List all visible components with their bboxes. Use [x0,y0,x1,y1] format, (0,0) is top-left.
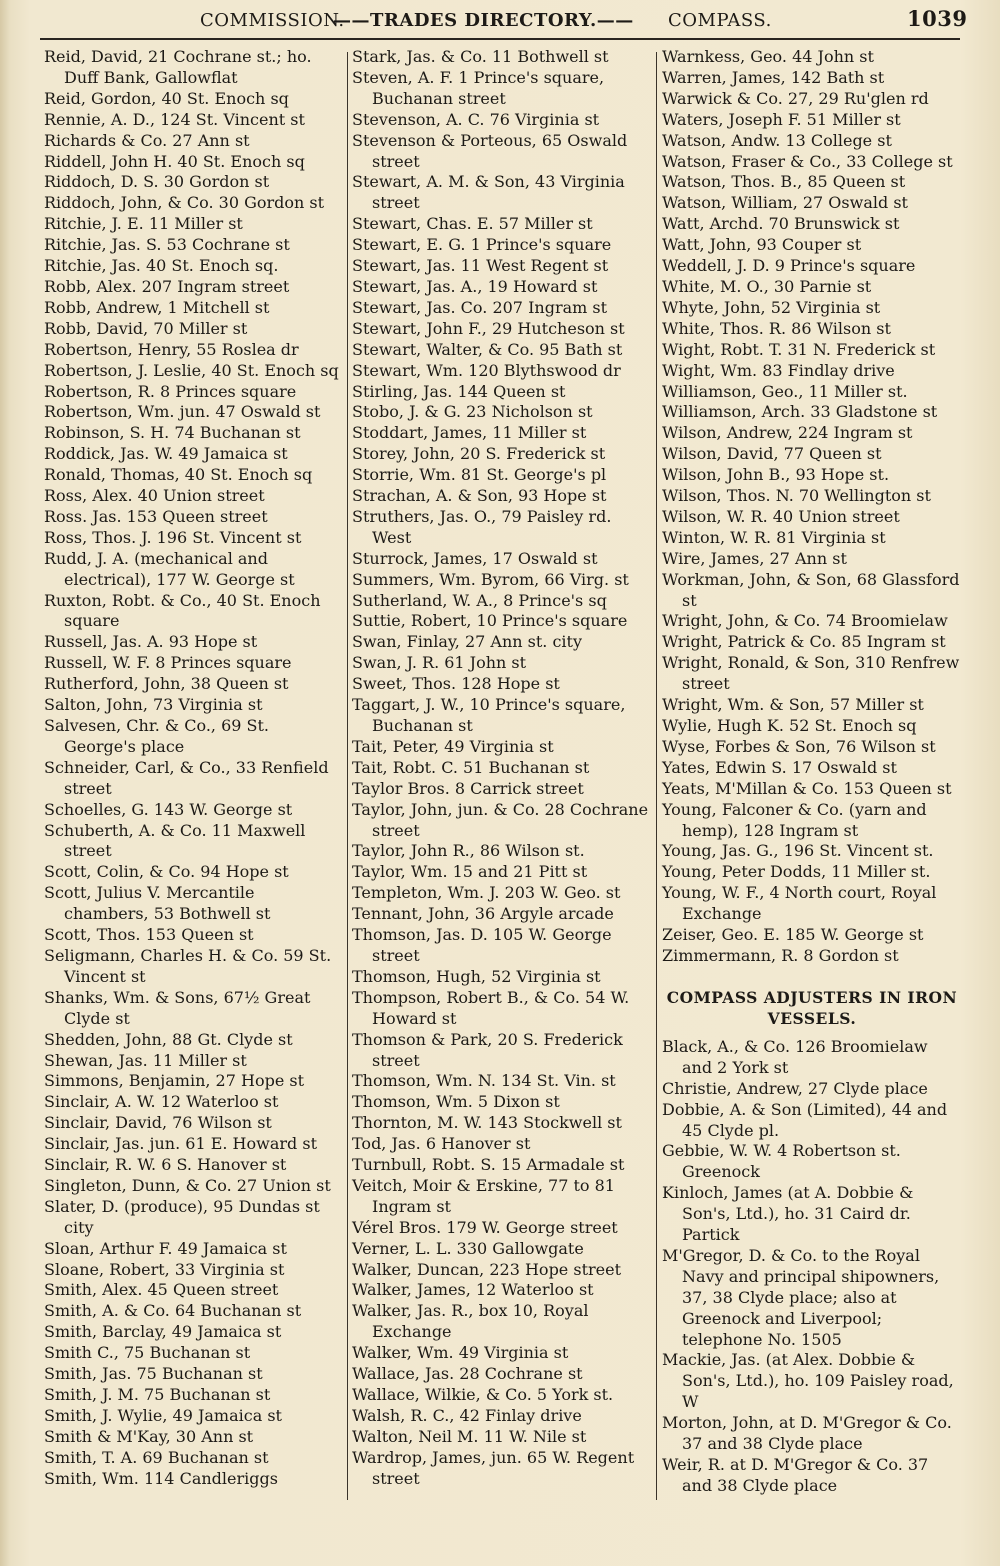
directory-entry: Wight, Robt. T. 31 N. Frederick st [662,339,936,359]
directory-entry: Tennant, John, 36 Argyle arcade [352,904,614,924]
directory-entry: White, M. O., 30 Parnie st [662,276,872,296]
directory-entry: Sutherland, W. A., 8 Prince's sq [352,590,607,610]
directory-entry: Suttie, Robert, 10 Prince's square [352,611,628,631]
directory-entry: Scott, Colin, & Co. 94 Hope st [44,862,289,882]
directory-entry: Russell, W. F. 8 Princes square [44,653,292,673]
directory-entry: Young, Jas. G., 196 St. Vincent st. [662,841,934,861]
directory-entry: Dobbie, A. & Son (Limited), 44 and 45 Clyde pl. [662,1099,948,1140]
directory-entry: Templeton, Wm. J. 203 W. Geo. st [352,883,621,903]
directory-entry: Taggart, J. W., 10 Prince's square, Buchanan st [352,695,626,735]
directory-entry: M'Gregor, D. & Co. to the Royal Navy and principal shipowners, 37, 38 Clyde place; also at Greenock and Liverpool; telephone No. 1505 [662,1245,940,1349]
directory-entry: Scott, Thos. 153 Queen st [44,925,254,945]
directory-entry: Gebbie, W. W. 4 Robertson st. Greenock [662,1141,901,1182]
directory-entry: Riddoch, John, & Co. 30 Gordon st [44,193,325,213]
directory-entry: Robertson, Wm. jun. 47 Oswald st [44,402,321,422]
directory-entry: Williamson, Arch. 33 Gladstone st [662,402,938,422]
directory-entry: Smith, Jas. 75 Buchanan st [44,1364,263,1384]
directory-entry: Shedden, John, 88 Gt. Clyde st [44,1029,293,1049]
directory-entry: Watson, William, 27 Oswald st [662,193,908,213]
directory-entry: Stewart, Chas. E. 57 Miller st [352,214,593,234]
directory-entry: Stirling, Jas. 144 Queen st [352,381,566,401]
directory-entry: Seligmann, Charles H. & Co. 59 St. Vincent st [44,945,332,986]
directory-entry: Storrie, Wm. 81 St. George's pl [352,465,607,485]
directory-entry: Shewan, Jas. 11 Miller st [44,1050,247,1070]
directory-entry: Scott, Julius V. Mercantile chambers, 53 Bothwell st [44,883,271,924]
directory-entry: Shanks, Wm. & Sons, 67½ Great Clyde st [44,987,311,1028]
directory-entry: Stewart, A. M. & Son, 43 Virginia street [352,172,625,213]
directory-entry: Ross, Thos. J. 196 St. Vincent st [44,527,302,547]
directory-entry: Stewart, Jas. Co. 207 Ingram st [352,297,608,317]
directory-entry: Warwick & Co. 27, 29 Ru'glen rd [662,88,929,108]
directory-entry: Riddoch, D. S. 30 Gordon st [44,172,270,192]
column-divider [656,52,657,1500]
directory-entry: Winton, W. R. 81 Virginia st [662,527,886,547]
directory-entry: Struthers, Jas. O., 79 Paisley rd. West [352,506,612,547]
directory-entry: Stoddart, James, 11 Miller st [352,423,587,443]
directory-entry: Walton, Neil M. 11 W. Nile st [352,1426,587,1446]
directory-entry: Waters, Joseph F. 51 Miller st [662,109,901,129]
directory-entry: Thomson, Hugh, 52 Virginia st [352,966,601,986]
directory-entry: Wilson, David, 77 Queen st [662,444,882,464]
header-rule [40,38,960,40]
directory-entry: Rutherford, John, 38 Queen st [44,674,289,694]
directory-entry: Young, W. F., 4 North court, Royal Exchange [662,883,937,924]
directory-entry: Richards & Co. 27 Ann st [44,130,250,150]
column-divider [347,52,348,1500]
directory-entry: Yeats, M'Millan & Co. 153 Queen st [662,778,952,798]
directory-entry: Tait, Peter, 49 Virginia st [352,736,554,756]
directory-entry: Verner, L. L. 330 Gallowgate [352,1238,584,1258]
directory-entry: Smith, Barclay, 49 Jamaica st [44,1322,282,1342]
directory-entry: Smith, J. M. 75 Buchanan st [44,1385,271,1404]
directory-entry: Zimmermann, R. 8 Gordon st [662,945,899,965]
directory-entry: Weddell, J. D. 9 Prince's square [662,256,916,276]
directory-entry: White, Thos. R. 86 Wilson st [662,318,891,338]
directory-entry: Wyse, Forbes & Son, 76 Wilson st [662,736,936,756]
directory-entry: Robinson, S. H. 74 Buchanan st [44,423,301,443]
directory-entry: Salton, John, 73 Virginia st [44,695,263,715]
directory-entry: Thomson & Park, 20 S. Frederick street [352,1029,623,1070]
directory-entry: Vérel Bros. 179 W. George street [352,1217,618,1237]
directory-entry: Christie, Andrew, 27 Clyde place [662,1078,928,1098]
directory-entry: Ross. Jas. 153 Queen street [44,506,268,526]
directory-entry: Wright, Ronald, & Son, 310 Renfrew street [662,653,960,694]
directory-entry: Smith, J. Wylie, 49 Jamaica st [44,1405,282,1425]
directory-entry: Stewart, E. G. 1 Prince's square [352,235,612,255]
directory-entry: Slater, D. (produce), 95 Dundas st city [44,1196,320,1237]
directory-column-1 [44,47,344,1490]
page-number: 1039 [907,6,968,31]
directory-entry: Singleton, Dunn, & Co. 27 Union st [44,1175,331,1195]
directory-entry: Smith & M'Kay, 30 Ann st [44,1426,254,1446]
directory-entry: Workman, John, & Son, 68 Glassford st [662,569,960,610]
directory-entry: Stevenson, A. C. 76 Virginia st [352,109,600,129]
directory-entry: Stewart, John F., 29 Hutcheson st [352,318,625,338]
directory-entry: Stevenson & Porteous, 65 Oswald street [352,130,628,171]
directory-entry: Smith, A. & Co. 64 Buchanan st [44,1301,302,1321]
directory-entry: Taylor, Wm. 15 and 21 Pitt st [352,862,588,882]
directory-entry: Sinclair, David, 76 Wilson st [44,1113,272,1133]
directory-entry: Swan, J. R. 61 John st [352,653,527,673]
directory-entry: Wallace, Wilkie, & Co. 5 York st. [352,1385,614,1404]
directory-entry: Thomson, Jas. D. 105 W. George street [352,925,612,965]
directory-entry: Reid, Gordon, 40 St. Enoch sq [44,88,289,108]
directory-entry: Taylor Bros. 8 Carrick street [352,778,584,798]
directory-entry: Veitch, Moir & Erskine, 77 to 81 Ingram st [352,1175,615,1216]
directory-entry: Smith, Wm. 114 Candleriggs [44,1468,278,1488]
directory-entry: Russell, Jas. A. 93 Hope st [44,632,258,652]
directory-entry: Watson, Andw. 13 College st [662,130,892,150]
directory-column-3 [662,47,962,1497]
directory-entry: Ruxton, Robt. & Co., 40 St. Enoch square [44,590,321,631]
directory-entry: Sinclair, A. W. 12 Waterloo st [44,1092,279,1112]
directory-entry: Williamson, Geo., 11 Miller st. [662,381,908,401]
directory-entry: Wylie, Hugh K. 52 St. Enoch sq [662,716,917,735]
directory-entry: Walsh, R. C., 42 Finlay drive [352,1405,582,1425]
directory-entry: Black, A., & Co. 126 Broomielaw and 2 York st [662,1036,928,1077]
directory-entry: Wright, John, & Co. 74 Broomielaw [662,611,948,631]
directory-entry: Ritchie, Jas. 40 St. Enoch sq. [44,256,279,276]
directory-entry: Wilson, W. R. 40 Union street [662,506,900,526]
directory-entry: Strachan, A. & Son, 93 Hope st [352,486,607,506]
directory-entry: Stewart, Walter, & Co. 95 Bath st [352,339,623,359]
directory-entry: Schuberth, A. & Co. 11 Maxwell street [44,820,306,861]
directory-entry: Mackie, Jas. (at Alex. Dobbie & Son's, Ltd.), ho. 109 Paisley road, W [662,1350,954,1412]
directory-column-2 [352,47,652,1490]
directory-entry: Schneider, Carl, & Co., 33 Renfield street [44,757,329,798]
directory-entry: Sweet, Thos. 128 Hope st [352,674,560,694]
directory-entry: Wallace, Jas. 28 Cochrane st [352,1364,583,1384]
directory-entry: Stewart, Wm. 120 Blythswood dr [352,360,621,380]
directory-entry: Wilson, Thos. N. 70 Wellington st [662,486,931,506]
directory-entry: Young, Falconer & Co. (yarn and hemp), 128 Ingram st [662,799,927,840]
directory-entry: Roddick, Jas. W. 49 Jamaica st [44,444,288,464]
header-title: ——TRADES DIRECTORY.—— [333,10,634,31]
directory-entry: Warren, James, 142 Bath st [662,67,885,87]
directory-entry: Watson, Fraser & Co., 33 College st [662,151,953,171]
directory-entry: Robb, David, 70 Miller st [44,318,248,338]
directory-entry: Swan, Finlay, 27 Ann st. city [352,632,582,652]
directory-entry: Summers, Wm. Byrom, 66 Virg. st [352,569,629,589]
directory-entry: Stewart, Jas. A., 19 Howard st [352,276,598,296]
directory-entry: Smith, Alex. 45 Queen street [44,1280,279,1300]
directory-entry: Watt, Archd. 70 Brunswick st [662,214,900,234]
directory-entry: Sinclair, Jas. jun. 61 E. Howard st [44,1134,317,1154]
directory-entry: Whyte, John, 52 Virginia st [662,297,881,317]
directory-entry: Robertson, Henry, 55 Roslea dr [44,339,299,359]
directory-entry: Tod, Jas. 6 Hanover st [352,1134,531,1154]
directory-entry: Robb, Alex. 207 Ingram street [44,276,290,296]
directory-entry: Taylor, John, jun. & Co. 28 Cochrane street [352,799,649,840]
directory-entry: Ritchie, J. E. 11 Miller st [44,214,243,234]
directory-entry: Wilson, John B., 93 Hope st. [662,465,890,485]
directory-entry: Reid, David, 21 Cochrane st.; ho. Duff Bank, Gallowflat [44,47,312,87]
directory-entry: Rudd, J. A. (mechanical and electrical), 177 W. George st [44,548,295,589]
directory-entry: Salvesen, Chr. & Co., 69 St. George's place [44,716,269,756]
directory-entry: Stobo, J. & G. 23 Nicholson st [352,402,593,422]
directory-entry: Sloane, Robert, 33 Virginia st [44,1259,285,1279]
directory-entry: Simmons, Benjamin, 27 Hope st [44,1071,305,1091]
directory-entry: Thomson, Wm. 5 Dixon st [352,1092,560,1112]
directory-entry: Wardrop, James, jun. 65 W. Regent street [352,1447,635,1488]
directory-entry: Warnkess, Geo. 44 John st [662,47,874,66]
directory-entry: Sturrock, James, 17 Oswald st [352,548,598,568]
directory-entry: Thomson, Wm. N. 134 St. Vin. st [352,1071,616,1091]
directory-entry: Young, Peter Dodds, 11 Miller st. [662,862,931,882]
directory-entry: Wright, Patrick & Co. 85 Ingram st [662,632,946,652]
directory-entry: Riddell, John H. 40 St. Enoch sq [44,151,305,171]
directory-entry: Stark, Jas. & Co. 11 Bothwell st [352,47,609,66]
directory-entry: Morton, John, at D. M'Gregor & Co. 37 and 38 Clyde place [662,1413,952,1454]
directory-entry: Walker, Wm. 49 Virginia st [352,1343,569,1363]
directory-entry: Robertson, J. Leslie, 40 St. Enoch sq [44,360,339,380]
directory-entry: Sloan, Arthur F. 49 Jamaica st [44,1238,287,1258]
directory-entry: Robb, Andrew, 1 Mitchell st [44,297,270,317]
directory-entry: Walker, James, 12 Waterloo st [352,1280,594,1300]
directory-entry: Weir, R. at D. M'Gregor & Co. 37 and 38 Clyde place [662,1455,929,1495]
directory-entry: Turnbull, Robt. S. 15 Armadale st [352,1155,625,1175]
directory-entry: Thompson, Robert B., & Co. 54 W. Howard st [352,987,630,1028]
header-right: COMPASS. [668,10,772,31]
directory-entry: Steven, A. F. 1 Prince's square, Buchanan street [352,67,605,108]
directory-entry: Watt, John, 93 Couper st [662,235,862,255]
directory-entry: Wire, James, 27 Ann st [662,548,847,568]
directory-entry: Rennie, A. D., 124 St. Vincent st [44,109,305,129]
directory-entry: Walker, Duncan, 223 Hope street [352,1259,622,1279]
directory-entry: Taylor, John R., 86 Wilson st. [352,841,585,861]
directory-entry: Stewart, Jas. 11 West Regent st [352,256,609,276]
directory-entry: Ritchie, Jas. S. 53 Cochrane st [44,235,290,255]
directory-entry: Walker, Jas. R., box 10, Royal Exchange [352,1301,589,1342]
directory-entry: Wilson, Andrew, 224 Ingram st [662,423,913,443]
directory-entry: Storey, John, 20 S. Frederick st [352,444,606,464]
section-heading: COMPASS ADJUSTERS IN IRON VESSELS. [666,987,958,1028]
directory-entry: Sinclair, R. W. 6 S. Hanover st [44,1155,287,1175]
directory-entry: Robertson, R. 8 Princes square [44,381,297,401]
directory-entry: Smith C., 75 Buchanan st [44,1343,251,1363]
directory-entry: Wight, Wm. 83 Findlay drive [662,360,895,380]
directory-entry: Tait, Robt. C. 51 Buchanan st [352,757,590,777]
directory-entry: Kinloch, James (at A. Dobbie & Son's, Ltd.), ho. 31 Caird dr. Partick [662,1183,914,1245]
directory-entry: Zeiser, Geo. E. 185 W. George st [662,925,924,945]
directory-entry: Watson, Thos. B., 85 Queen st [662,172,906,192]
page-header [190,6,990,36]
directory-entry: Ronald, Thomas, 40 St. Enoch sq [44,465,313,485]
directory-entry: Thornton, M. W. 143 Stockwell st [352,1113,622,1133]
directory-entry: Smith, T. A. 69 Buchanan st [44,1447,269,1467]
directory-entry: Ross, Alex. 40 Union street [44,486,265,506]
directory-entry: Wright, Wm. & Son, 57 Miller st [662,695,924,715]
directory-entry: Schoelles, G. 143 W. George st [44,799,293,819]
directory-entry: Yates, Edwin S. 17 Oswald st [662,757,897,777]
header-left: COMMISSION. [200,10,345,31]
